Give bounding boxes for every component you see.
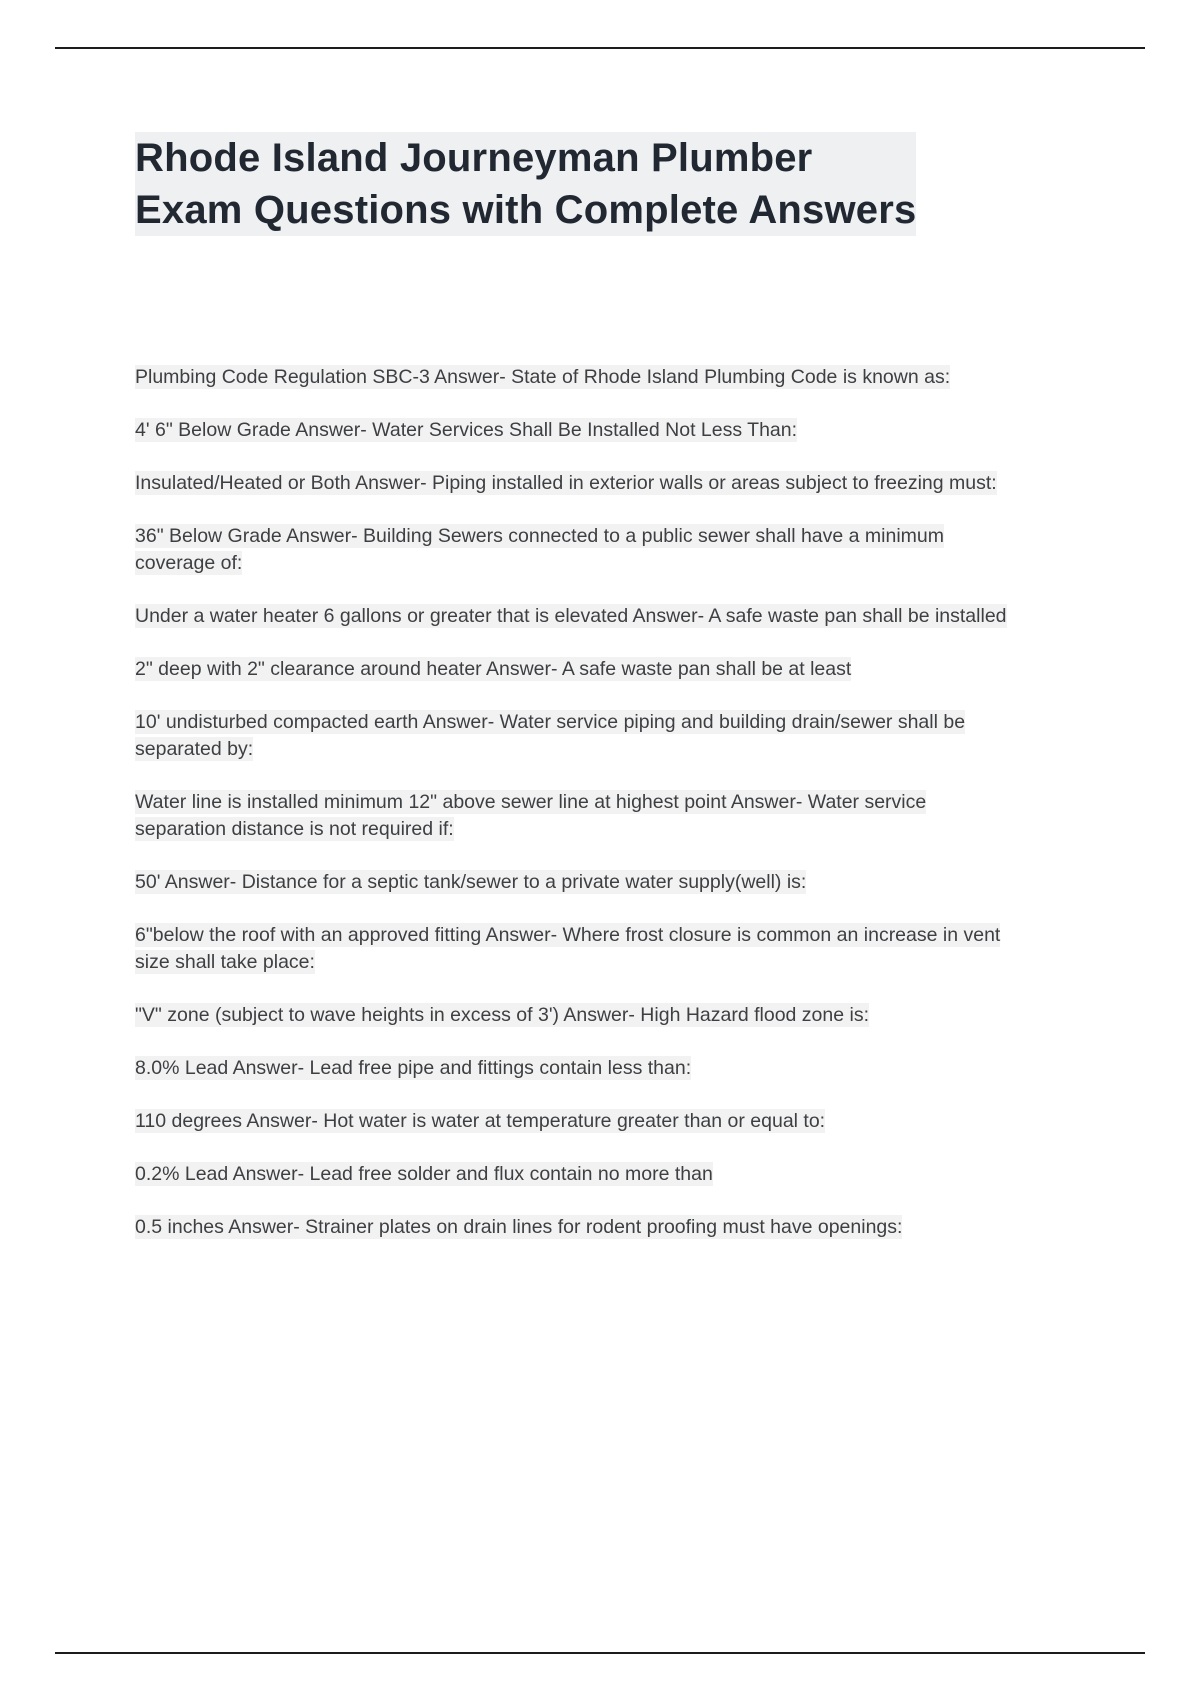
qa-item-text: 110 degrees Answer- Hot water is water at temperature greater than or equal to: [135,1110,826,1132]
page-title-line-2: Exam Questions with Complete Answers [135,188,917,232]
qa-item-text: 36" Below Grade Answer- Building Sewers connected to a public sewer shall have a minimum coverage of: [135,525,944,574]
qa-item [135,1055,1007,1082]
qa-item-text: 0.2% Lead Answer- Lead free solder and flux contain no more than [135,1163,713,1185]
qa-item-text: 8.0% Lead Answer- Lead free pipe and fittings contain less than: [135,1057,692,1079]
qa-item-text: Under a water heater 6 gallons or greater that is elevated Answer- A safe waste pan shall be installed [135,605,1007,627]
qa-item-text: 50' Answer- Distance for a septic tank/sewer to a private water supply(well) is: [135,871,807,893]
qa-item [135,869,1007,896]
qa-item [135,470,1007,497]
bottom-rule [55,1652,1145,1654]
qa-item [135,417,1007,444]
qa-item [135,789,1007,843]
qa-item [135,364,1007,391]
qa-item-text: 10' undisturbed compacted earth Answer- Water service piping and building drain/sewer shall be separated by: [135,711,966,760]
qa-item-text: Plumbing Code Regulation SBC-3 Answer- State of Rhode Island Plumbing Code is known as: [135,366,951,388]
qa-item-text: 6"below the roof with an approved fitting Answer- Where frost closure is common an increase in vent size shall take place: [135,924,1001,973]
qa-item [135,1161,1007,1188]
page-content [135,0,1007,1267]
qa-list [135,364,1007,1241]
qa-item-text: Water line is installed minimum 12" above sewer line at highest point Answer- Water service separation distance is not required if: [135,791,927,840]
qa-item-text: "V" zone (subject to wave heights in excess of 3') Answer- High Hazard flood zone is: [135,1004,870,1026]
qa-item-text: Insulated/Heated or Both Answer- Piping installed in exterior walls or areas subject to freezing must: [135,472,997,494]
qa-item [135,1002,1007,1029]
qa-item [135,1108,1007,1135]
qa-item [135,709,1007,763]
qa-item [135,523,1007,577]
qa-item-text: 2" deep with 2" clearance around heater Answer- A safe waste pan shall be at least [135,658,852,680]
page-title [135,132,916,236]
qa-item [135,603,1007,630]
qa-item [135,922,1007,976]
qa-item-text: 4' 6" Below Grade Answer- Water Services Shall Be Installed Not Less Than: [135,419,798,441]
qa-item [135,1214,1007,1241]
page-title-line-1: Rhode Island Journeyman Plumber [135,136,813,180]
qa-item [135,656,1007,683]
qa-item-text: 0.5 inches Answer- Strainer plates on drain lines for rodent proofing must have openings: [135,1216,903,1238]
